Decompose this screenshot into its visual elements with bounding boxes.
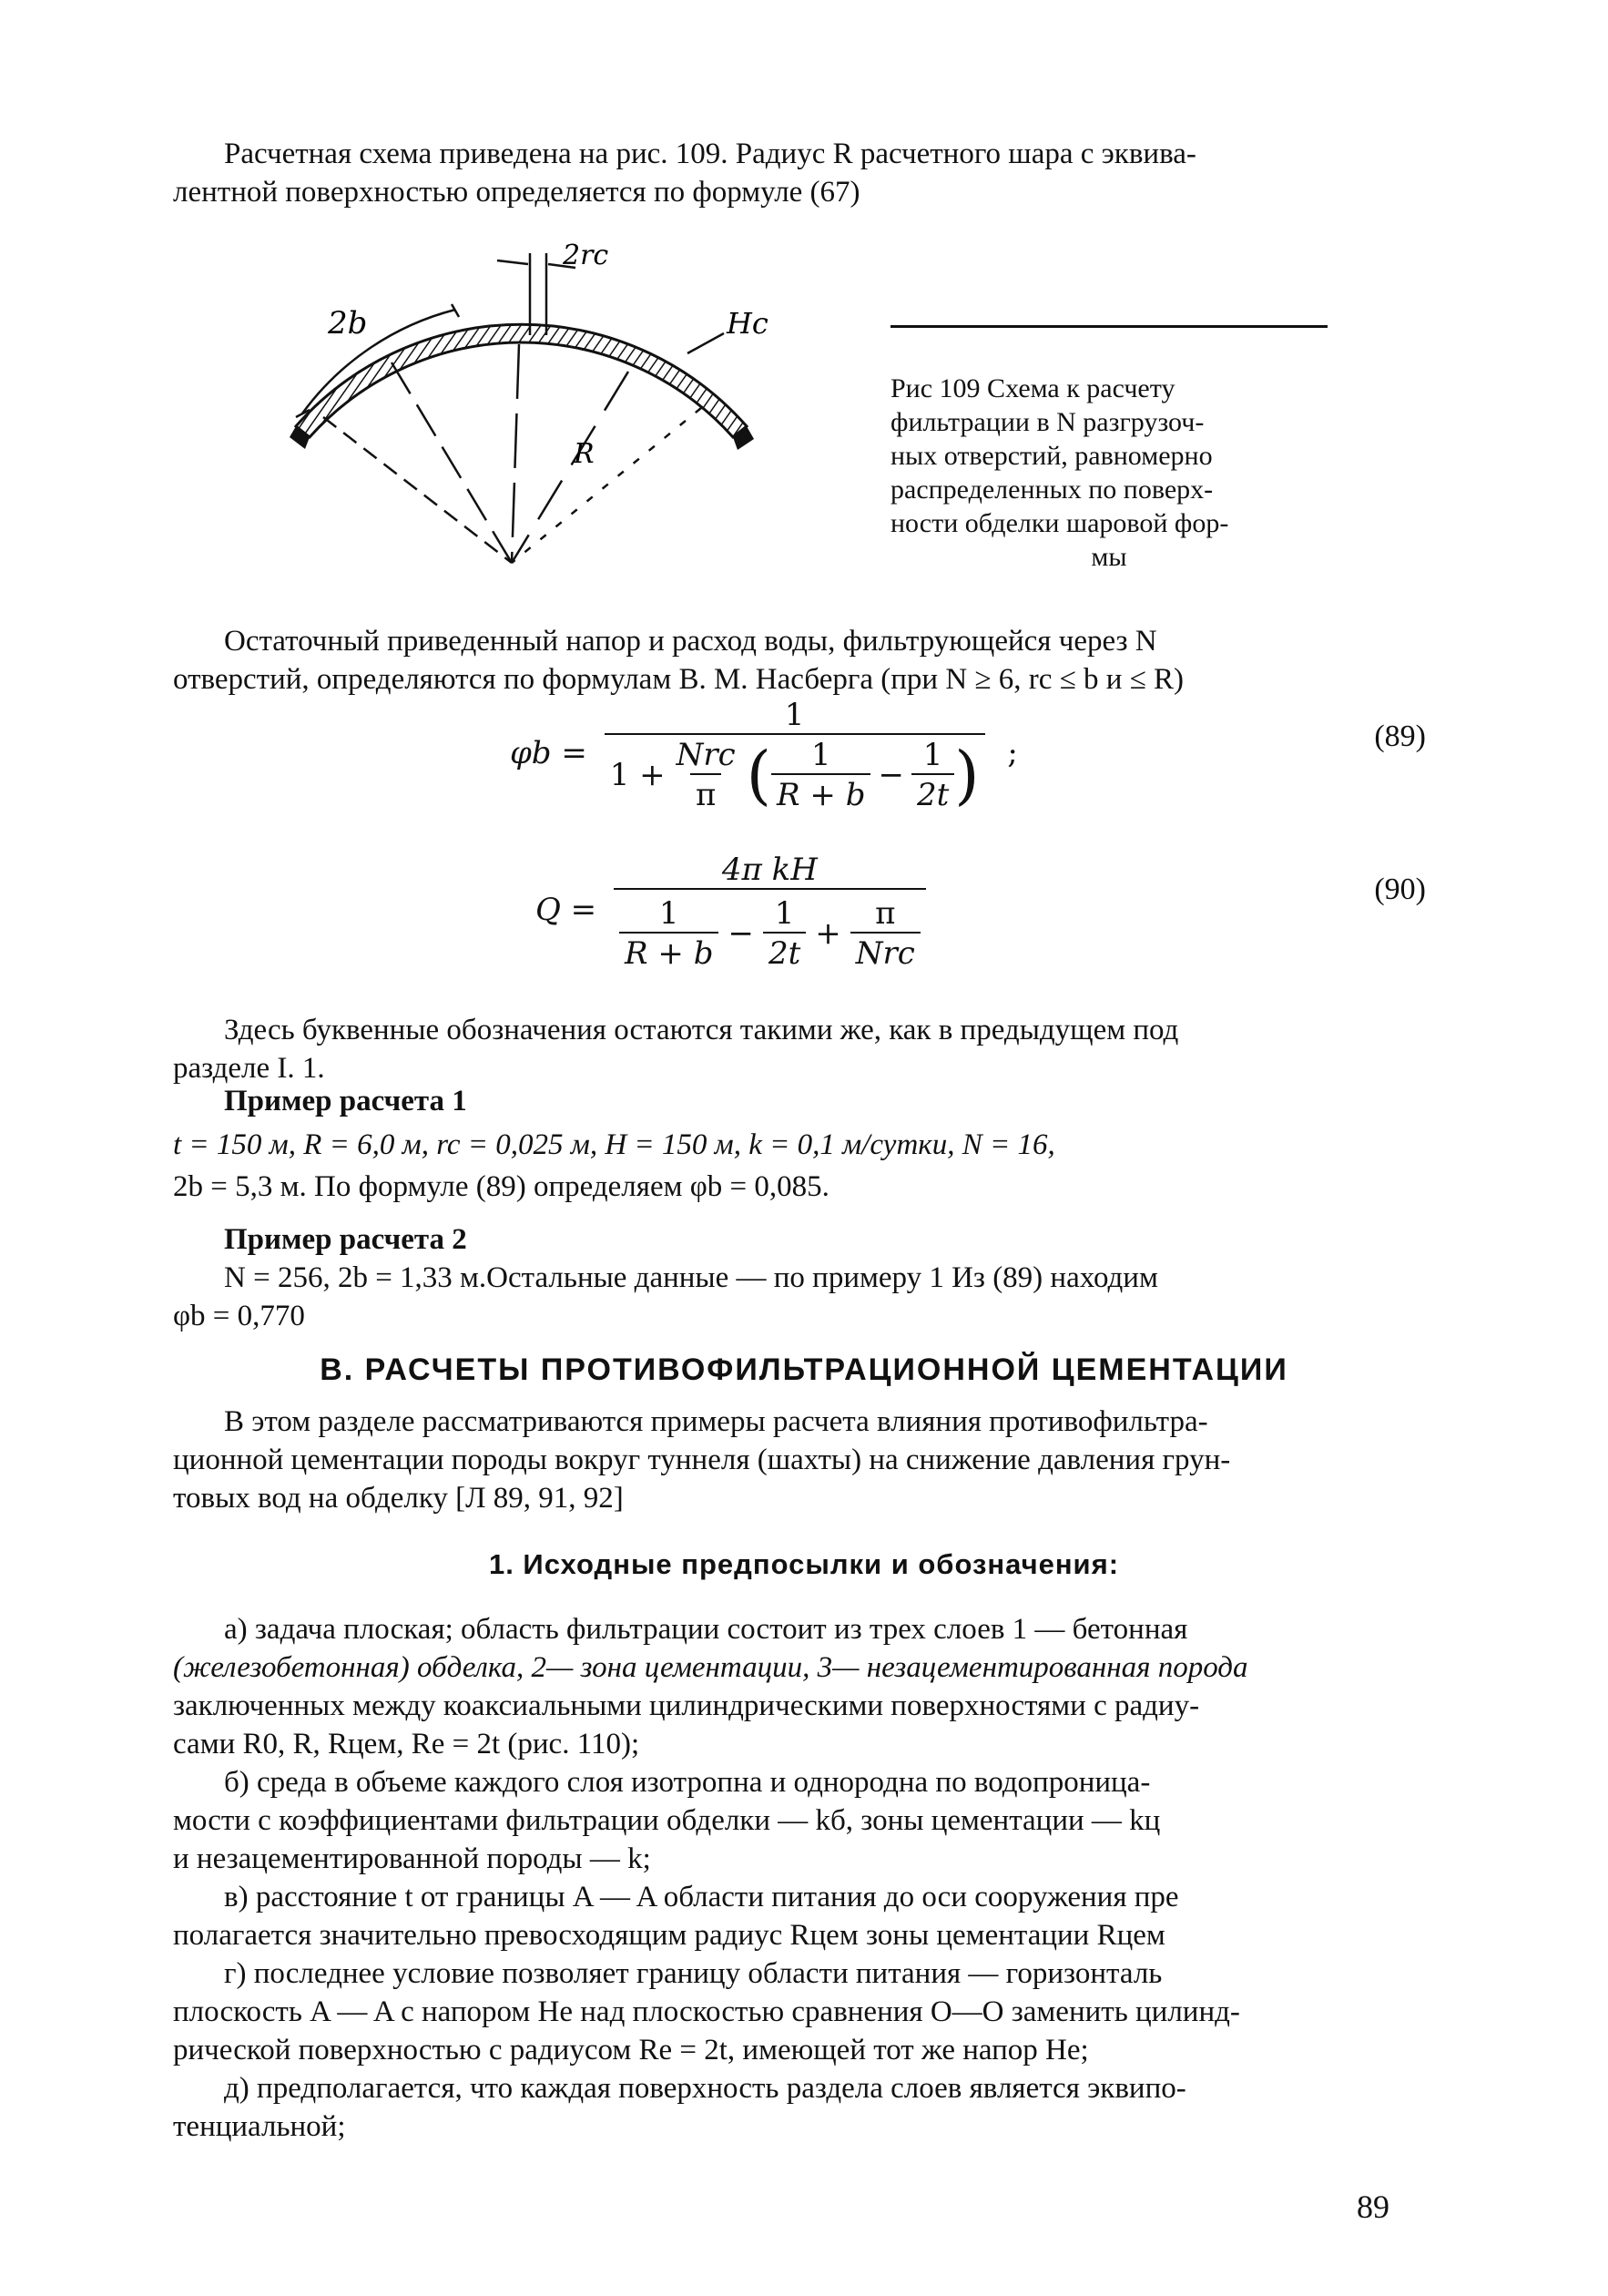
example-2 [173,1220,1420,1335]
here-line-2: разделе I. 1. [173,1052,325,1085]
item-d-line-3: рической поверхностью с радиусом Re = 2t, имеющей тот же напор He; [173,2034,1089,2066]
item-a-line-1: а) задача плоская; область фильтрации состоит из трех слоев 1 — бетонная [224,1613,1188,1646]
example-1-title: Пример расчета 1 [224,1085,467,1117]
eq89-one-plus: 1 + [609,757,666,793]
residual-paragraph [173,622,1420,699]
eq90-numerator: 4π kH [721,852,818,888]
eq90-den-num1: 1 [658,895,679,932]
item-a-line-2: (железобетонная) обделка, 2— зона цементации, 3— незацементированная порода [173,1651,1248,1684]
figure-caption [891,372,1328,574]
eq89-number: (89) [1374,719,1426,753]
caption-rule [891,325,1328,328]
here-line-1: Здесь буквенные обозначения остаются такими же, как в предыдущем под [224,1014,1179,1046]
section-paragraph [173,1403,1420,1517]
eq90-minus: − [728,915,754,952]
item-d-line-2: плоскость A — A с напором He над плоскостью сравнения O—O заменить цилинд- [173,1995,1240,2028]
subsection-heading: 1. Исходные предпосылки и обозначения: [488,1548,1120,1580]
item-b-line-3: и незацементированной породы — k; [173,1842,651,1875]
items-list [173,1610,1420,2146]
intro-paragraph [173,135,1420,211]
item-c-line-1: в) расстояние t от границы A — A области питания до оси сооружения пре [224,1881,1179,1913]
eq90-lhs: Q = [535,892,597,928]
eq90-plus: + [815,915,841,952]
caption-line-1: Рис 109 Схема к расчету [891,373,1175,403]
example-1-line-1: t = 150 м, R = 6,0 м, rc = 0,025 м, H = 150 м, k = 0,1 м/сутки, N = 16, [173,1128,1055,1161]
item-c-line-2: полагается значительно превосходящим радиус Rцем зоны цементации Rцем [173,1919,1165,1952]
equation-89: φb = 1 1 + $\frac{\text{Nrc}}{\pi}$ ( $\frac{1}{R + b}$ − $\frac{1}{2t}$ ) ; [510,697,1018,813]
eq90-den-den3: Nrc [850,932,921,972]
example-2-line-2: φb = 0,770 [173,1300,305,1332]
item-e-line-1: д) предполагается, что каждая поверхность раздела слоев является эквипо- [224,2072,1186,2105]
example-2-line-1: N = 256, 2b = 1,33 м.Остальные данные — по примеру 1 Из (89) находим [224,1261,1158,1294]
item-d-line-1: г) последнее условие позволяет границу области питания — горизонталь [224,1957,1163,1990]
eq89-inner-den2: 2t [911,773,954,813]
eq89-minus: − [878,757,904,793]
eq89-inner-den1: R + b [771,773,870,813]
eq89-inner-num2: 1 [922,737,943,773]
caption-line-2: фильтрации в N разгрузоч- [891,407,1205,437]
figure-109-diagram [273,235,792,572]
caption-line-6: мы [1091,542,1127,572]
equation-90 [535,852,926,972]
here-paragraph [173,1011,1420,1087]
caption-line-5: ности обделки шаровой фор- [891,508,1229,538]
caption-line-4: распределенных по поверх- [891,475,1214,505]
item-e-line-2: тенциальной; [173,2110,346,2143]
eq89-numerator: 1 [784,697,805,733]
item-b-line-1: б) среда в объеме каждого слоя изотропна и однородна по водопроница- [224,1766,1151,1799]
intro-line-1: Расчетная схема приведена на рис. 109. Радиус R расчетного шара с эквива- [224,138,1196,170]
example-1 [173,1082,1420,1206]
page-number: 89 [1357,2189,1389,2225]
label-2rc: 2rc [563,240,609,271]
item-b-line-2: мости с коэффициентами фильтрации обделки — kб, зоны цементации — kц [173,1804,1161,1837]
eq89-nrc: Nrc [676,737,736,773]
item-a-line-4: сами R0, R, Rцем, Re = 2t (рис. 110); [173,1728,640,1760]
section-line-3: товых вод на обделку [Л 89, 91, 92] [173,1482,624,1515]
section-line-1: В этом разделе рассматриваются примеры расчета влияния противофильтра- [224,1405,1208,1438]
eq89-inner-num1: 1 [810,737,831,773]
eq90-den-num3: π [875,895,896,932]
section-line-2: ционной цементации породы вокруг туннеля (шахты) на снижение давления грун- [173,1444,1231,1476]
label-2b: 2b [328,305,368,342]
example-2-title: Пример расчета 2 [224,1223,467,1256]
residual-line-2: отверстий, определяются по формулам В. М. Насберга (при N ≥ 6, rc ≤ b и ≤ R) [173,663,1185,696]
label-hc: Hc [727,306,768,341]
label-r: R [574,438,595,470]
eq90-den-den2: 2t [763,932,806,972]
residual-line-1: Остаточный приведенный напор и расход воды, фильтрующейся через N [224,625,1157,658]
item-a-line-3: заключенных между коаксиальными цилиндрическими поверхностями с радиу- [173,1689,1200,1722]
intro-line-2: лентной поверхностью определяется по формуле (67) [173,176,860,209]
eq90-den-num2: 1 [774,895,795,932]
caption-line-3: ных отверстий, равномерно [891,441,1213,471]
eq90-number: (90) [1374,872,1426,906]
eq89-lhs: φb = [510,735,587,771]
eq89-semicolon: ; [1007,735,1018,771]
example-1-line-2: 2b = 5,3 м. По формуле (89) определяем φb = 0,085. [173,1170,829,1203]
eq90-den-den1: R + b [619,932,718,972]
eq89-pi: π [690,773,721,813]
section-heading: В. РАСЧЕТЫ ПРОТИВОФИЛЬТРАЦИОННОЙ ЦЕМЕНТАЦИИ [320,1352,1288,1387]
